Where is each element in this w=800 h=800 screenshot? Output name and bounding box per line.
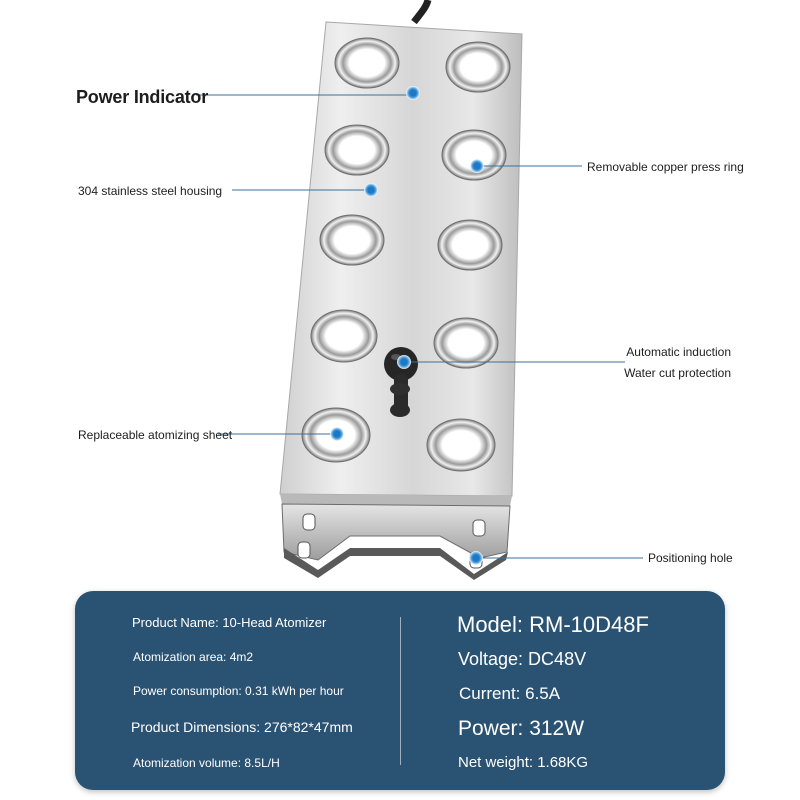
atomizer-head — [320, 215, 384, 265]
positioning-hole — [298, 542, 310, 558]
bracket-slot — [303, 514, 315, 530]
spec-dimensions: Product Dimensions: 276*82*47mm — [131, 719, 353, 735]
callout-housing: 304 stainless steel housing — [78, 184, 223, 198]
spec-divider — [400, 617, 401, 765]
atomizer-head — [438, 220, 502, 270]
callout-power-indicator: Power Indicator — [76, 87, 209, 107]
callout-marker-icon — [470, 159, 484, 173]
bracket-slot — [473, 520, 485, 536]
spec-product-name: Product Name: 10-Head Atomizer — [132, 615, 327, 630]
power-cable — [414, 0, 428, 22]
callout-marker-icon — [469, 551, 483, 565]
callout-auto-line1: Automatic induction — [626, 345, 731, 359]
callout-auto-induction — [624, 345, 731, 381]
callout-marker-icon — [330, 427, 344, 441]
callout-marker-icon — [406, 86, 420, 100]
callout-marker-icon — [397, 355, 411, 369]
atomizer-head — [335, 38, 399, 88]
callout-auto-line2: Water cut protection — [624, 366, 731, 380]
atomizer-head — [442, 130, 506, 180]
spec-net-weight: Net weight: 1.68KG — [458, 754, 589, 771]
atomizer-head — [446, 42, 510, 92]
spec-power: Power: 312W — [458, 717, 585, 740]
atomizer-head — [427, 419, 495, 471]
spec-power-consumption: Power consumption: 0.31 kWh per hour — [133, 684, 344, 698]
spec-panel — [75, 591, 725, 790]
spec-atomization-volume: Atomization volume: 8.5L/H — [133, 756, 280, 770]
atomizer-head — [434, 318, 498, 368]
atomizer-head — [311, 310, 377, 362]
callout-marker-icon — [364, 183, 378, 197]
spec-model: Model: RM-10D48F — [457, 612, 649, 637]
spec-voltage: Voltage: DC48V — [458, 649, 587, 669]
atomizer-head — [325, 125, 389, 175]
spec-atomization-area: Atomization area: 4m2 — [133, 650, 254, 664]
callout-positioning-hole: Positioning hole — [648, 551, 733, 565]
spec-current: Current: 6.5A — [459, 684, 561, 703]
callout-atomizing-sheet: Replaceable atomizing sheet — [78, 428, 233, 442]
callout-copper-ring: Removable copper press ring — [587, 160, 744, 174]
